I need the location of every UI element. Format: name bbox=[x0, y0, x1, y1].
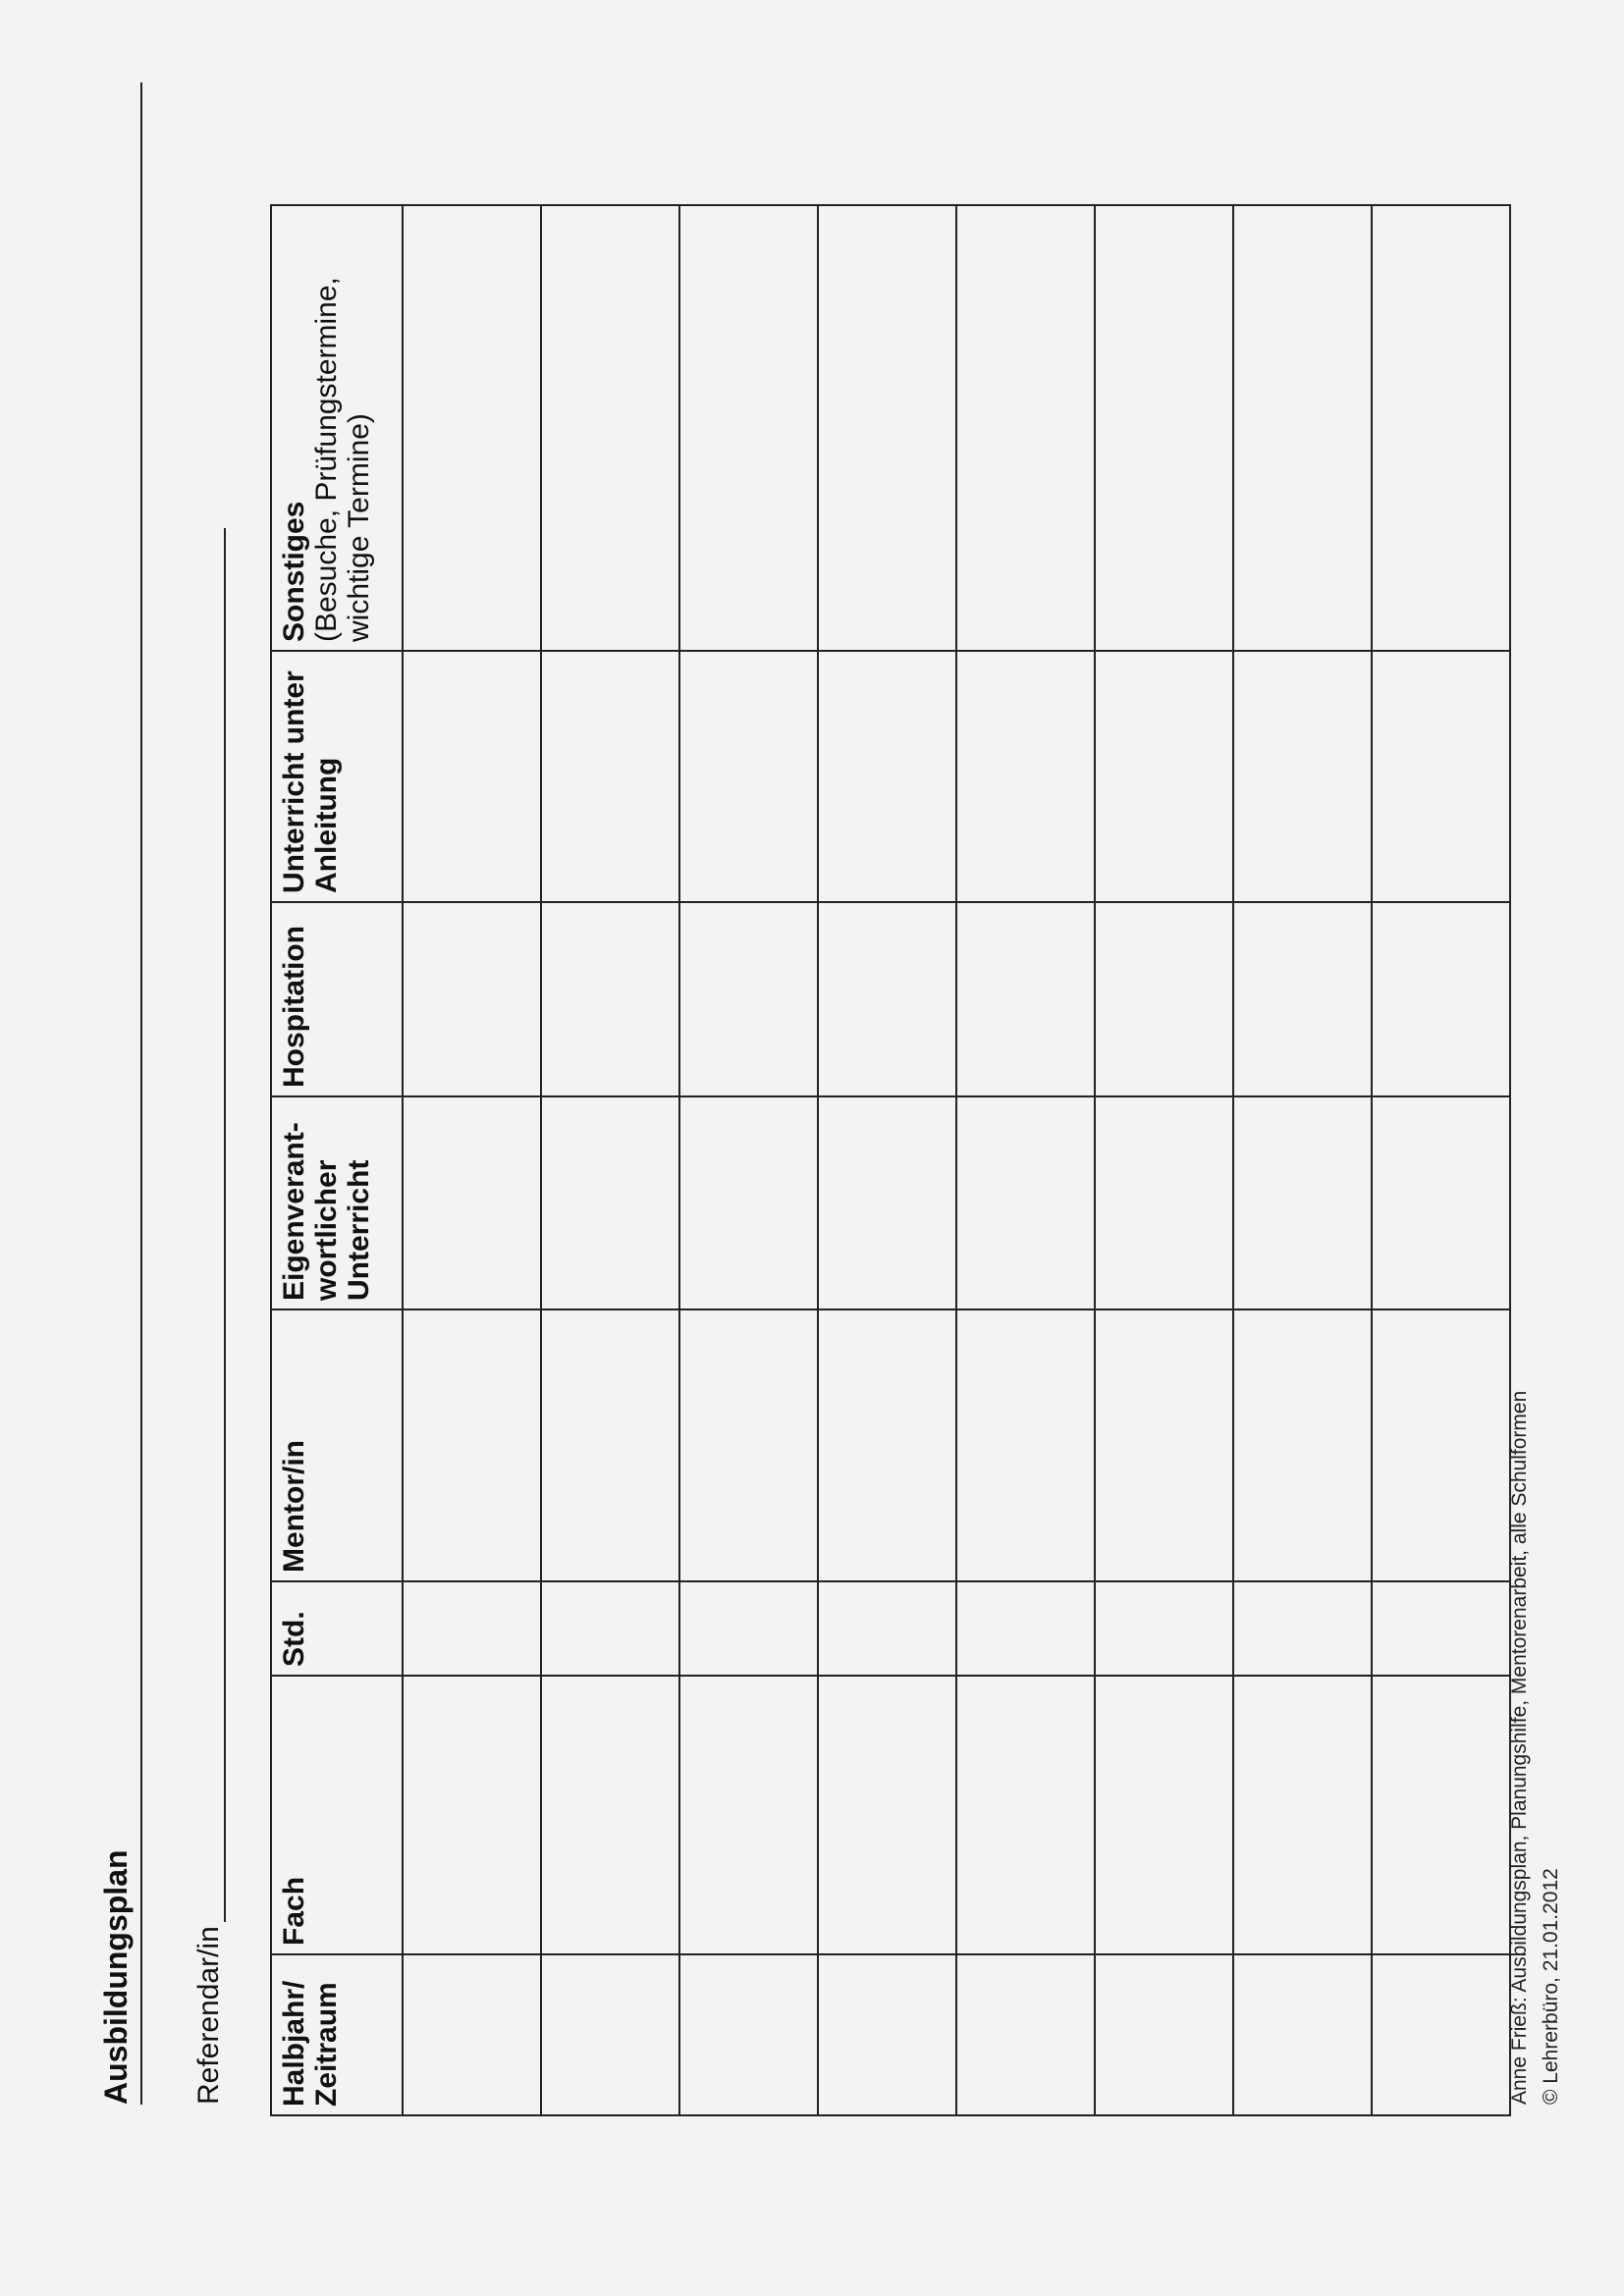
table-cell[interactable] bbox=[818, 205, 956, 651]
table-cell[interactable] bbox=[679, 1096, 818, 1309]
referendar-field bbox=[192, 528, 226, 2105]
table-cell[interactable] bbox=[1095, 902, 1233, 1096]
document-title: Ausbildungsplan bbox=[98, 82, 142, 2105]
table-row bbox=[956, 205, 1095, 2115]
table-cell[interactable] bbox=[679, 1676, 818, 1954]
footer bbox=[1504, 1391, 1567, 2105]
table-cell[interactable] bbox=[679, 1309, 818, 1581]
table-cell[interactable] bbox=[1233, 205, 1372, 651]
table-cell[interactable] bbox=[403, 651, 541, 902]
table-cell[interactable] bbox=[403, 1096, 541, 1309]
table-cell[interactable] bbox=[956, 1676, 1095, 1954]
table-cell[interactable] bbox=[1233, 1096, 1372, 1309]
table-cell[interactable] bbox=[818, 1581, 956, 1676]
table-cell[interactable] bbox=[956, 205, 1095, 651]
table-cell[interactable] bbox=[541, 205, 679, 651]
table-cell[interactable] bbox=[1095, 1581, 1233, 1676]
footer-line-2: © Lehrerbüro, 21.01.2012 bbox=[1540, 1868, 1562, 2105]
table-cell[interactable] bbox=[956, 1954, 1095, 2115]
table-row bbox=[541, 205, 679, 2115]
table-cell[interactable] bbox=[818, 1954, 956, 2115]
table-row bbox=[1372, 205, 1510, 2115]
column-header: Unterricht unter Anleitung bbox=[271, 651, 403, 902]
table-cell[interactable] bbox=[1233, 1581, 1372, 1676]
column-header: Sonstiges (Besuche, Prüfungstermine, wichtige Termine) bbox=[271, 205, 403, 651]
table-cell[interactable] bbox=[1095, 205, 1233, 651]
table-row bbox=[1233, 205, 1372, 2115]
table-cell[interactable] bbox=[1372, 1309, 1510, 1581]
table-cell[interactable] bbox=[1233, 651, 1372, 902]
table-cell[interactable] bbox=[956, 651, 1095, 902]
table-row bbox=[679, 205, 818, 2115]
table-cell[interactable] bbox=[1372, 1676, 1510, 1954]
table-cell[interactable] bbox=[956, 902, 1095, 1096]
table-cell[interactable] bbox=[679, 1954, 818, 2115]
column-header: Eigenverant-wortlicher Unterricht bbox=[271, 1096, 403, 1309]
table-cell[interactable] bbox=[679, 651, 818, 902]
table-cell[interactable] bbox=[541, 902, 679, 1096]
table-cell[interactable] bbox=[1095, 1096, 1233, 1309]
table-cell[interactable] bbox=[1233, 1309, 1372, 1581]
training-plan-table bbox=[270, 204, 1511, 2116]
table-cell[interactable] bbox=[1372, 1096, 1510, 1309]
table-cell[interactable] bbox=[1372, 1954, 1510, 2115]
table-cell[interactable] bbox=[403, 902, 541, 1096]
table-cell[interactable] bbox=[541, 1581, 679, 1676]
referendar-label: Referendar/in bbox=[192, 1926, 225, 2105]
table-cell[interactable] bbox=[1233, 902, 1372, 1096]
header-row bbox=[271, 205, 403, 2115]
table-cell[interactable] bbox=[541, 651, 679, 902]
table-cell[interactable] bbox=[1095, 1676, 1233, 1954]
column-subheader: (Besuche, Prüfungstermine, wichtige Termine) bbox=[310, 277, 375, 642]
table-cell[interactable] bbox=[1233, 1676, 1372, 1954]
table-row bbox=[403, 205, 541, 2115]
referendar-input-line[interactable] bbox=[194, 528, 226, 1922]
table-cell[interactable] bbox=[1372, 651, 1510, 902]
table-row bbox=[1095, 205, 1233, 2115]
table-cell[interactable] bbox=[818, 1309, 956, 1581]
column-header: Hospitation bbox=[271, 902, 403, 1096]
table-cell[interactable] bbox=[1095, 1954, 1233, 2115]
column-header: Mentor/in bbox=[271, 1309, 403, 1581]
table-cell[interactable] bbox=[679, 902, 818, 1096]
table-cell[interactable] bbox=[541, 1309, 679, 1581]
table-cell[interactable] bbox=[818, 1676, 956, 1954]
table-cell[interactable] bbox=[1372, 205, 1510, 651]
table-cell[interactable] bbox=[1095, 651, 1233, 902]
table-cell[interactable] bbox=[403, 1954, 541, 2115]
table-row bbox=[818, 205, 956, 2115]
table-cell[interactable] bbox=[818, 902, 956, 1096]
table-cell[interactable] bbox=[1095, 1309, 1233, 1581]
column-header: Halbjahr/ Zeitraum bbox=[271, 1954, 403, 2115]
table-cell[interactable] bbox=[403, 1581, 541, 1676]
table-cell[interactable] bbox=[679, 1581, 818, 1676]
table-cell[interactable] bbox=[1233, 1954, 1372, 2115]
column-header: Fach bbox=[271, 1676, 403, 1954]
table-cell[interactable] bbox=[818, 1096, 956, 1309]
table-cell[interactable] bbox=[1372, 1581, 1510, 1676]
table-cell[interactable] bbox=[679, 205, 818, 651]
table-cell[interactable] bbox=[403, 1676, 541, 1954]
table-cell[interactable] bbox=[956, 1309, 1095, 1581]
footer-line-1: Anne Frieß: Ausbildungsplan, Planungshilfe, Mentorenarbeit, alle Schulformen bbox=[1508, 1390, 1531, 2105]
table-cell[interactable] bbox=[956, 1581, 1095, 1676]
table-cell[interactable] bbox=[541, 1676, 679, 1954]
table-cell[interactable] bbox=[818, 651, 956, 902]
table-cell[interactable] bbox=[1372, 902, 1510, 1096]
column-header: Std. bbox=[271, 1581, 403, 1676]
table-cell[interactable] bbox=[403, 1309, 541, 1581]
table-cell[interactable] bbox=[541, 1954, 679, 2115]
table-cell[interactable] bbox=[403, 205, 541, 651]
table-cell[interactable] bbox=[956, 1096, 1095, 1309]
table-cell[interactable] bbox=[541, 1096, 679, 1309]
